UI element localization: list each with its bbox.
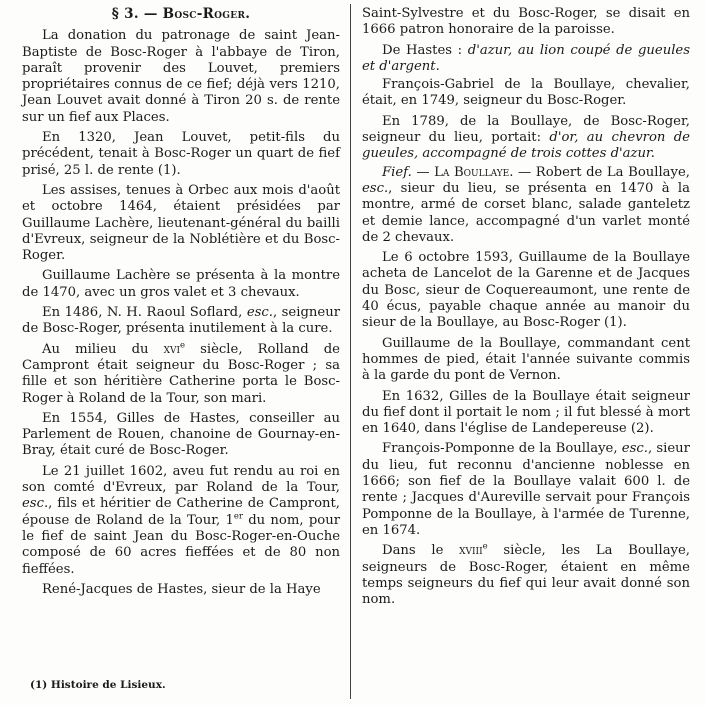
paragraph: René-Jacques de Hastes, sieur de la Haye <box>42 581 321 597</box>
fief-label: Fief. <box>382 164 412 180</box>
paragraph: Au milieu du xvi$^e$ siècle, Rolland de Campront était seigneur du Bosc-Roger ; sa fille et son héritière Catherine porta le Bosc-Roger à Roland de la Tour, son mari. <box>22 340 340 406</box>
paragraph: La donation du patronage de saint Jean-Baptiste de Bosc-Roger à l'abbaye de Tiron, paraît provenir des Louvet, premiers propriétaires connus de ce fief; déjà vers 1210, Jean Louvet avait donné à Tiron 20 s. de rente sur un fief aux Places. <box>22 28 340 125</box>
section-heading <box>22 6 340 22</box>
paragraph: De Hastes : d'azur, au lion coupé de gueules et d'argent. <box>362 42 690 74</box>
paragraph: En 1632, Gilles de la Boullaye était seigneur du fief dont il portait le nom ; il fut blessé à mort en 1640, dans l'église de Landepereuse (2). <box>362 388 690 437</box>
footnote: (1) Histoire de Lisieux. <box>30 679 166 691</box>
fief-name: La Boullaye. <box>434 164 514 180</box>
paragraph: Le 6 octobre 1593, Guillaume de la Boullaye acheta de Lancelot de la Garenne et de Jacques du Bosc, sieur de Coquereaumont, une rente de 40 écus, payable chaque année au manoir du sieur de la Boullaye, au Bosc-Roger (1). <box>362 250 690 331</box>
paragraph: En 1554, Gilles de Hastes, conseiller au Parlement de Rouen, chanoine de Gournay-en-Bray, était curé de Bosc-Roger. <box>22 410 340 459</box>
section-title: Bosc-Roger. <box>162 6 251 22</box>
paragraph: François-Pomponne de la Boullaye, esc., sieur du lieu, fut reconnu d'ancienne noblesse en 1666; son fief de la Boullaye valait 600 l. de rente ; Jacques d'Aureville servait pour François Pomponne de la Boullaye, à l'armée de Turenne, en 1674. <box>362 441 690 538</box>
right-column <box>362 6 690 612</box>
paragraph: En 1320, Jean Louvet, petit-fils du précédent, tenait à Bosc-Roger un quart de fief prisé, 25 l. de rente (1). <box>22 130 340 178</box>
paragraph: Saint-Sylvestre et du Bosc-Roger, se disait en 1666 patron honoraire de la paroisse. <box>362 6 690 38</box>
section-number: § 3. — <box>111 6 163 22</box>
paragraph: En 1486, N. H. Raoul Soflard, esc., seigneur de Bosc-Roger, présenta inutilement à la cure. <box>22 305 340 337</box>
paragraph: François-Gabriel de la Boullaye, chevalier, était, en 1749, seigneur du Bosc-Roger. <box>362 77 690 109</box>
paragraph: Le 21 juillet 1602, aveu fut rendu au roi en son comté d'Evreux, par Roland de la Tour, esc., fils et héritier de Catherine de Campront, épouse de Roland de la Tour, 1er du nom, pour le fief de saint Jean du Bosc-Roger-en-Ouche composé de 60 acres fieffées et de 80 non fieffées. <box>22 463 340 577</box>
left-column <box>22 6 340 602</box>
paragraph: En 1789, de la Boullaye, de Bosc-Roger, seigneur du lieu, portait: d'or, au chevron de gueules, accompagné de trois cottes d'azur. <box>362 113 690 162</box>
paragraph: Fief. — La Boullaye. — Robert de La Boullaye, esc., sieur du lieu, se présenta en 1470 à la montre, armé de corset blanc, salade ganteletz et demie lance, accompagné d'un varlet monté de 2 chevaux. <box>362 164 690 245</box>
paragraph: Guillaume de la Boullaye, commandant cent hommes de pied, était l'année suivante commis à la garde du pont de Vernon. <box>362 335 690 384</box>
column-divider <box>350 4 351 699</box>
paragraph: Guillaume Lachère se présenta à la montre de 1470, avec un gros valet et 3 chevaux. <box>22 268 340 300</box>
paragraph: Les assises, tenues à Orbec aux mois d'août et octobre 1464, étaient présidées par Guillaume Lachère, lieutenant-général du bailli d'Evreux, seigneur de la Noblétière et du Bosc-Roger. <box>22 182 340 264</box>
paragraph: Dans le xviii$^e$ siècle, les La Boullaye, seigneurs de Bosc-Roger, étaient en même temps seigneurs du fief qui leur avait donné son nom. <box>362 541 691 608</box>
